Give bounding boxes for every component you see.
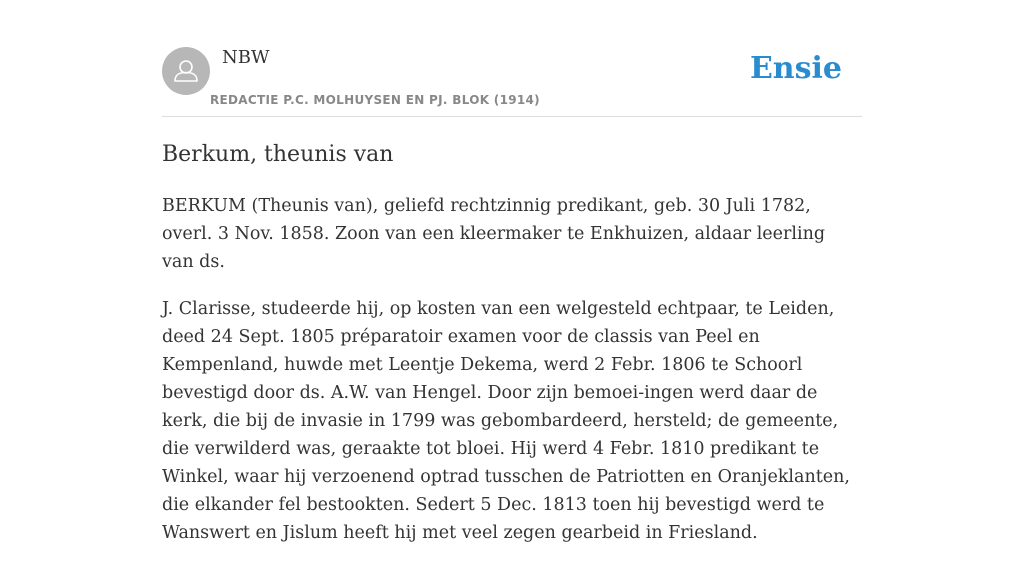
article-paragraph: J. Clarisse, studeerde hij, op kosten van een welgesteld echtpaar, te Leiden, deed 24 Sept. 1805 préparatoir examen voor de classis van Peel en Kempenland, huwde met Leentje Dekema, werd 2 Febr. 1806 te Schoorl bevestigd door ds. A.W. van Hengel. Door zijn bemoei-ingen werd daar de kerk, die bij de invasie in 1799 was gebombardeerd, hersteld; de gemeente, die verwilderd was, geraakte tot bloei. Hij werd 4 Febr. 1810 predikant te Winkel, waar hij verzoenend optrad tusschen de Patriotten en Oranjeklanten, die elkander fel bestookten. Sedert 5 Dec. 1813 toen hij bevestigd werd te Wanswert en Jislum heeft hij met veel zegen gearbeid in Friesland. [162,299,850,543]
user-icon [162,47,210,95]
author-name[interactable]: NBW [222,47,270,68]
article-header [162,46,862,117]
article-paragraph: BERKUM (Theunis van), geliefd rechtzinnig predikant, geb. 30 Juli 1782, overl. 3 Nov. 1858. Zoon van een kleermaker te Enkhuizen, aldaar leerling van ds. [162,196,826,272]
article-title: Berkum, theunis van [162,142,394,167]
author-byline: REDACTIE P.C. MOLHUYSEN EN PJ. BLOK (1914) [210,93,540,107]
ensie-logo[interactable]: Ensie [749,51,842,86]
article-body [162,192,862,566]
author-avatar[interactable] [162,47,210,95]
